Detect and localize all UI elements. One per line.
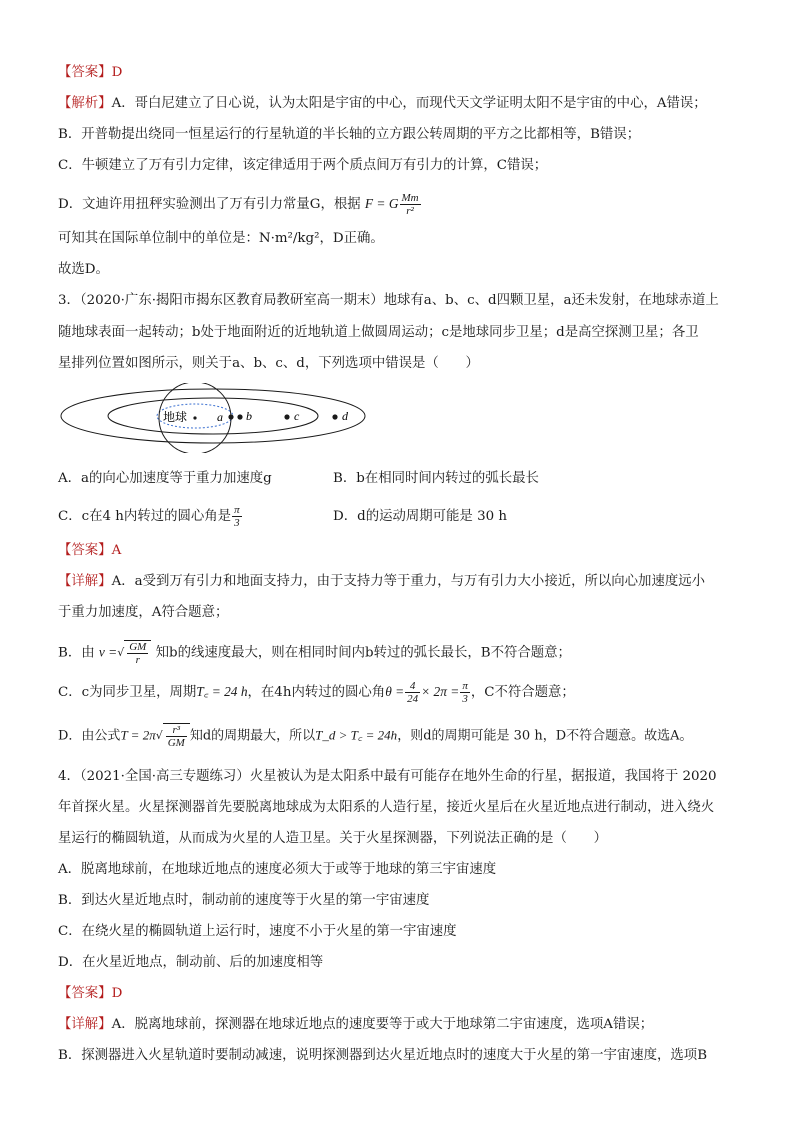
- earth-center: [193, 416, 196, 419]
- answer-tag: 【答案】: [58, 986, 112, 1001]
- detail-d-prefix: D．由公式: [58, 728, 121, 744]
- fraction-denominator: GM: [167, 737, 185, 749]
- label-a: a: [217, 410, 223, 424]
- option-c-fraction: [232, 504, 242, 529]
- fraction-numerator: π: [462, 680, 468, 692]
- q2-analysis-a: [58, 95, 707, 113]
- q3-option-a: A．a的向心加速度等于重力加速度g: [58, 471, 272, 486]
- sqrt-gm-over-r: √ $\frac{GM}{r}$: [117, 640, 151, 666]
- satellite-b: [237, 414, 242, 419]
- option-c-text: C．c在4 h内转过的圆心角是: [58, 509, 232, 524]
- earth-label: 地球: [163, 410, 188, 424]
- q2-unit-line: 可知其在国际单位制中的单位是：N·m²/kg²，D正确。: [58, 231, 384, 246]
- q2-analysis-b: B．开普勒提出绕同一恒星运行的行星轨道的半长轴的立方跟公转周期的平方之比都相等，B错误；: [58, 127, 641, 142]
- gravitation-formula-lhs: F = G: [364, 196, 399, 211]
- times-two-pi: × 2π =: [421, 684, 460, 699]
- q4-stem-line-1: 4．（2021·全国·高三专题练习）火星被认为是太阳系中最有可能存在地外生命的行星，据报道，我国将于 2020: [58, 769, 717, 784]
- q3-stem-line-1: 3．（2020·广东·揭阳市揭东区教育局教研室高一期末）地球有a、b、c、d四颗卫星，a还未发射，在地球赤道上: [58, 293, 719, 308]
- analysis-text-d: D．文迪许用扭秤实验测出了万有引力常量G，根据: [58, 197, 361, 212]
- q4-answer-line: [58, 985, 122, 1003]
- answer-tag: 【答案】: [58, 65, 112, 80]
- detail-text-a: A．脱离地球前，探测器在地球近地点的速度要等于或大于地球第二宇宙速度，选项A错误；: [111, 1017, 654, 1032]
- q3-answer-line: [58, 542, 121, 560]
- answer-tag: 【答案】: [58, 543, 112, 558]
- fraction-denominator: r: [135, 654, 140, 666]
- label-b: b: [246, 409, 252, 423]
- fraction-denominator: 24: [407, 693, 419, 705]
- answer-value: A: [111, 543, 122, 558]
- orbit-d: [61, 389, 365, 443]
- fraction-denominator: 3: [234, 517, 240, 529]
- detail-b-suffix: 知b的线速度最大，则在相同时间内b转过的弧长最长，B不符合题意；: [155, 645, 571, 661]
- satellite-orbit-diagram: [55, 383, 385, 453]
- r3-over-gm-fraction: [166, 724, 187, 749]
- q3-detail-a2: 于重力加速度，A符合题意；: [58, 605, 229, 620]
- detail-c-prefix: C．c为同步卫星，周期: [58, 685, 197, 700]
- detail-b-prefix: B．由: [58, 645, 95, 661]
- q3-stem-line-2: 随地球表面一起转动；b处于地面附近的近地轨道上做圆周运动；c是地球同步卫星；d是高空探测卫星；各卫: [58, 325, 699, 340]
- detail-c-suffix: ，C不符合题意；: [470, 685, 575, 700]
- fraction-denominator: r²: [406, 205, 414, 217]
- q3-detail-a1: [58, 573, 705, 591]
- fraction-numerator: r³: [166, 724, 187, 737]
- q4-stem-line-2: 年首探火星。火星探测器首先要脱离地球成为太阳系的人造行星，接近火星后在火星近地点进行制动，进入绕火: [58, 800, 715, 815]
- satellite-a: [228, 414, 233, 419]
- gm-over-r-fraction: [127, 641, 148, 666]
- answer-value: D: [111, 65, 123, 80]
- q4-option-a: A．脱离地球前，在地球近地点的速度必须大于或等于地球的第三宇宙速度: [58, 862, 497, 877]
- q4-option-c: C．在绕火星的椭圆轨道上运行时，速度不小于火星的第一宇宙速度: [58, 924, 457, 939]
- label-d: d: [342, 409, 348, 423]
- pi-over-3-fraction: [460, 680, 470, 705]
- q3-stem-line-3: 星排列位置如图所示，则关于a、b、c、d，下列选项中错误是（ ）: [58, 356, 479, 371]
- analysis-tag: 【解析】: [58, 96, 112, 111]
- detail-tag: 【详解】: [58, 1017, 112, 1032]
- q2-conclusion: 故选D。: [58, 262, 109, 277]
- detail-tag: 【详解】: [58, 574, 112, 589]
- q2-analysis-c: C．牛顿建立了万有引力定律，该定律适用于两个质点间万有引力的计算，C错误；: [58, 158, 548, 173]
- fraction-numerator: 4: [405, 680, 420, 693]
- fraction-numerator: GM: [129, 641, 147, 653]
- fraction-denominator: 3: [462, 693, 468, 705]
- fraction-numerator: π: [234, 504, 240, 516]
- detail-d-suffix: ，则d的周期可能是 30 h，D不符合题意。故选A。: [397, 728, 693, 744]
- q4-option-d: D．在火星近地点，制动前、后的加速度相等: [58, 955, 324, 970]
- q4-stem-line-3: 星运行的椭圆轨道，从而成为火星的人造卫星。关于火星探测器，下列说法正确的是（ ）: [58, 831, 608, 846]
- period-inequality: T_d > T꜀ = 24h: [315, 727, 398, 743]
- q3-option-c: [58, 504, 243, 529]
- period-formula: T꜀ = 24 h: [196, 684, 248, 699]
- q3-detail-b: [58, 640, 571, 666]
- detail-c-mid: ，在4h内转过的圆心角: [247, 685, 386, 700]
- q4-option-b: B．到达火星近地点时，制动前的速度等于火星的第一宇宙速度: [58, 893, 430, 908]
- answer-value: D: [111, 986, 123, 1001]
- q2-answer-line: [58, 64, 122, 82]
- q3-option-b: B．b在相同时间内转过的弧长最长: [333, 471, 539, 486]
- q3-detail-c: [58, 680, 575, 705]
- detail-text-a1: A．a受到万有引力和地面支持力，由于支持力等于重力，与万有引力大小接近，所以向心加速度远小: [111, 574, 706, 589]
- analysis-text-a: A．哥白尼建立了日心说，认为太阳是宇宙的中心，而现代天文学证明太阳不是宇宙的中心，A错误；: [111, 96, 707, 111]
- gravitation-fraction: [400, 192, 421, 217]
- satellite-d: [332, 414, 337, 419]
- q3-option-d: D．d的运动周期可能是 30 h: [333, 509, 507, 524]
- q3-detail-d: [58, 723, 693, 749]
- detail-d-mid: 知d的周期最大，所以: [189, 728, 316, 744]
- sqrt-r3-over-gm: √ $\frac{\text{r³}}{GM}$: [156, 723, 190, 749]
- four-over-24-fraction: [405, 680, 420, 705]
- fraction-numerator: Mm: [401, 192, 419, 204]
- q4-detail-a: [58, 1016, 653, 1034]
- q4-detail-b: B．探测器进入火星轨道时要制动减速，说明探测器到达火星近地点时的速度大于火星的第一宇宙速度，选项B: [58, 1048, 708, 1063]
- q2-analysis-d: [58, 192, 422, 217]
- period-formula-kepler: T = 2π: [120, 727, 156, 743]
- satellite-c: [284, 414, 289, 419]
- label-c: c: [294, 409, 300, 423]
- velocity-symbol: v =: [98, 644, 118, 660]
- theta-symbol: θ =: [385, 684, 405, 699]
